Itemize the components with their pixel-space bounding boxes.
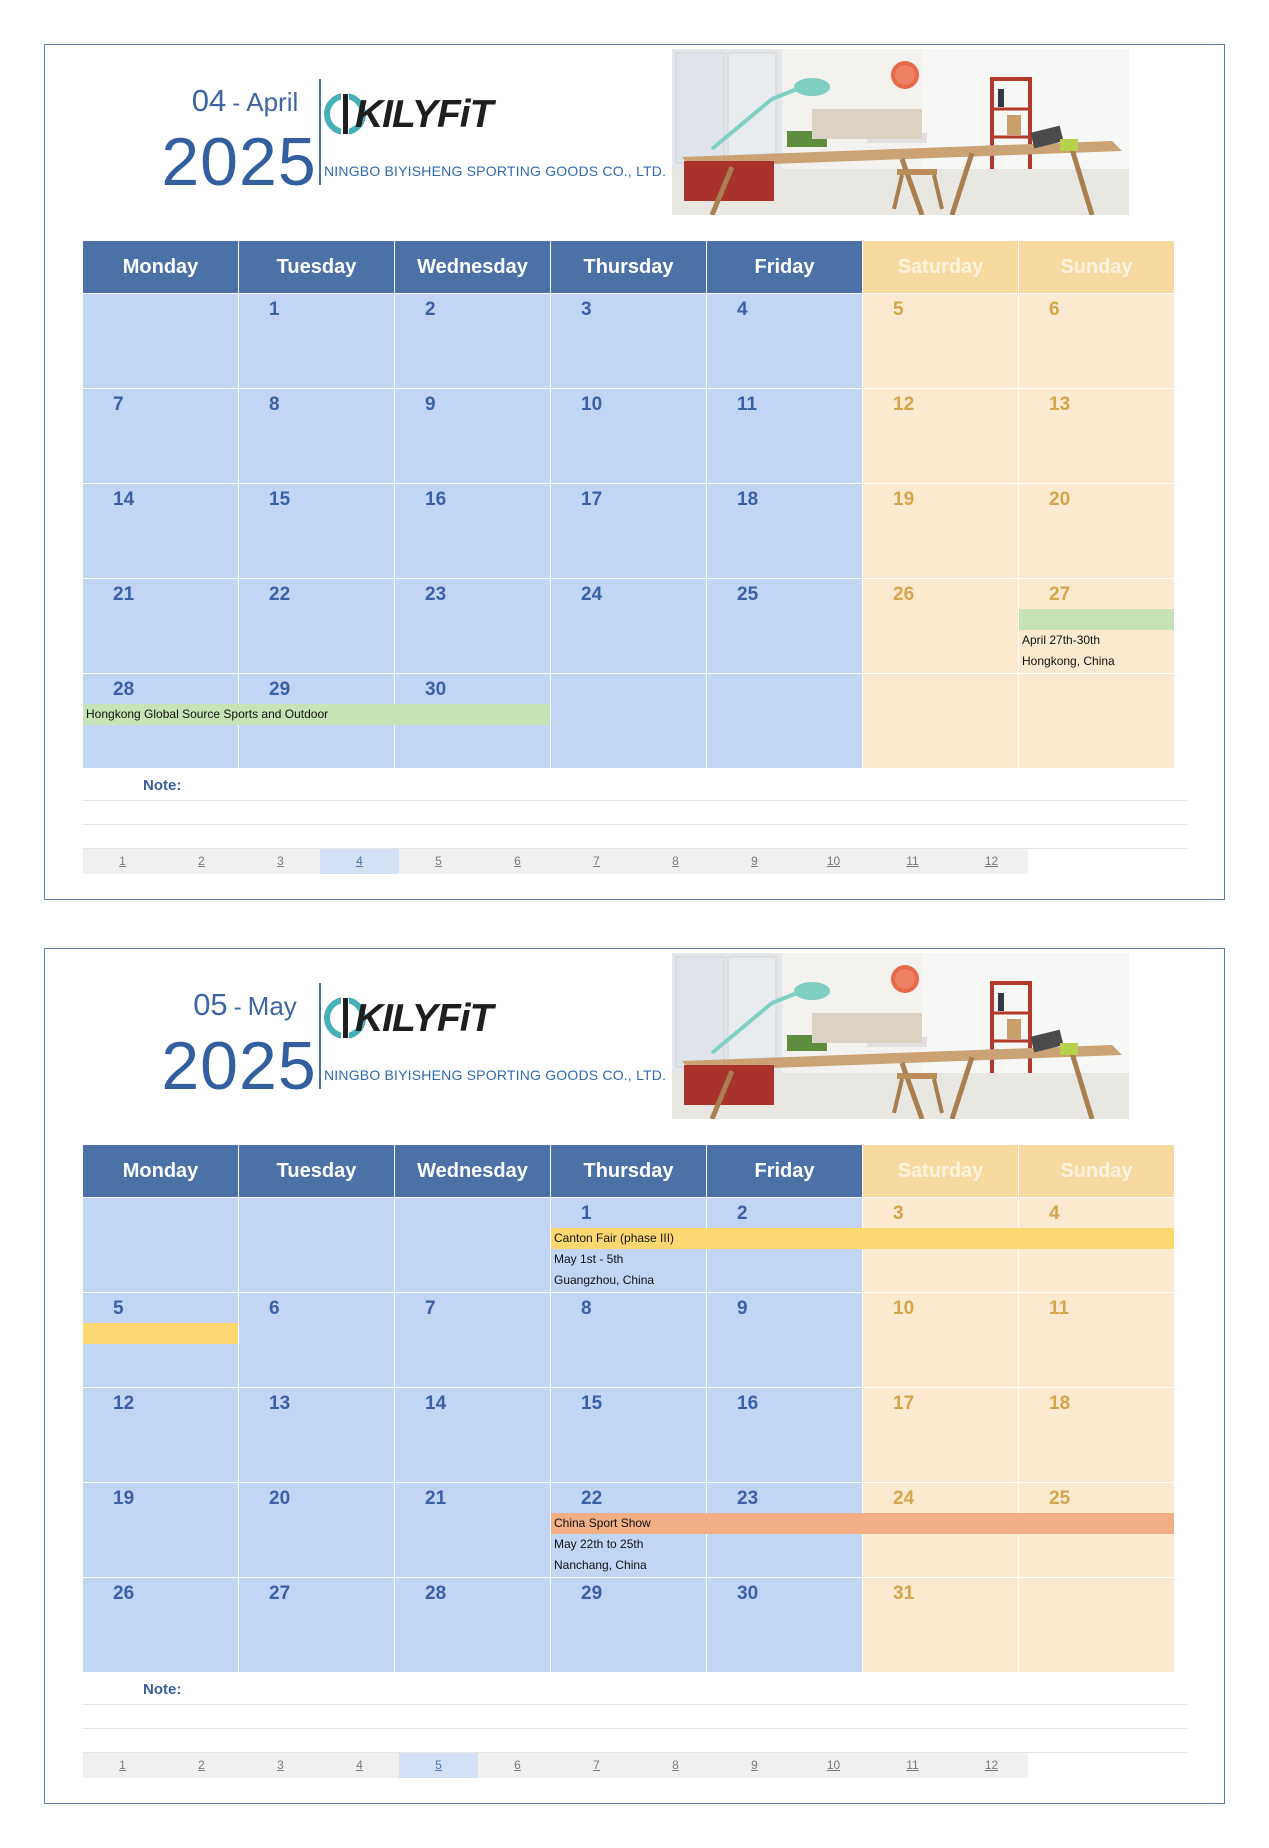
day-number: 29 [581, 1583, 603, 1604]
event-bar[interactable]: Canton Fair (phase III) [551, 1228, 1174, 1249]
day-number: 25 [737, 584, 759, 605]
day-number: 7 [113, 394, 124, 415]
weekday-header-friday: Friday [707, 1145, 862, 1197]
day-cell[interactable] [239, 579, 394, 673]
month-link-6[interactable]: 6 [514, 1758, 521, 1772]
day-number: 15 [269, 489, 291, 510]
day-number: 1 [269, 299, 280, 320]
day-cell[interactable] [863, 579, 1018, 673]
day-cell[interactable] [83, 1198, 238, 1292]
day-cell[interactable] [863, 1388, 1018, 1482]
event-detail: May 1st - 5th [554, 1252, 624, 1266]
day-cell[interactable] [83, 1483, 238, 1577]
day-number: 28 [113, 679, 135, 700]
day-number: 27 [1049, 584, 1071, 605]
month-heading [145, 83, 345, 119]
kilyfit-logo [323, 87, 503, 141]
day-cell[interactable] [83, 389, 238, 483]
day-cell[interactable] [707, 1388, 862, 1482]
day-cell[interactable] [239, 1578, 394, 1672]
day-number: 27 [269, 1583, 291, 1604]
day-cell[interactable] [83, 1578, 238, 1672]
day-number: 21 [113, 584, 135, 605]
day-number: 4 [1049, 1203, 1060, 1224]
header-photo [672, 49, 1129, 215]
event-detail: Hongkong, China [1022, 654, 1115, 668]
month-number: 05 [193, 987, 228, 1022]
day-number: 10 [581, 394, 603, 415]
event-detail: April 27th-30th [1022, 633, 1101, 647]
day-cell[interactable] [551, 1388, 706, 1482]
day-number: 9 [737, 1298, 748, 1319]
day-cell[interactable] [1019, 674, 1174, 768]
weekday-header-saturday: Saturday [863, 241, 1018, 293]
day-cell[interactable] [239, 484, 394, 578]
month-link-1[interactable]: 1 [119, 1758, 126, 1772]
day-cell[interactable] [395, 1578, 550, 1672]
day-number: 26 [893, 584, 915, 605]
month-link-4[interactable]: 4 [320, 849, 399, 874]
day-cell[interactable] [83, 294, 238, 388]
day-cell[interactable] [863, 294, 1018, 388]
office-desk-photo [672, 953, 1129, 1119]
day-cell[interactable] [395, 389, 550, 483]
day-number: 30 [425, 679, 447, 700]
day-number: 13 [1049, 394, 1071, 415]
month-heading [145, 987, 345, 1023]
day-cell[interactable] [551, 674, 706, 768]
day-number: 30 [737, 1583, 759, 1604]
day-cell[interactable] [707, 389, 862, 483]
event-detail: Guangzhou, China [554, 1273, 655, 1287]
month-link-2[interactable]: 2 [198, 1758, 205, 1772]
day-number: 28 [425, 1583, 447, 1604]
day-number: 17 [893, 1393, 915, 1414]
month-link-11[interactable]: 11 [906, 1758, 919, 1772]
day-cell[interactable] [395, 294, 550, 388]
day-number: 11 [737, 394, 758, 415]
day-number: 20 [1049, 489, 1071, 510]
day-number: 6 [1049, 299, 1060, 320]
weekday-header-tuesday: Tuesday [239, 241, 394, 293]
day-cell[interactable] [551, 484, 706, 578]
year-label: 2025 [161, 1028, 317, 1104]
month-link-7[interactable]: 7 [593, 1758, 600, 1772]
weekday-header-sunday: Sunday [1019, 1145, 1174, 1197]
logo-wordmark: KILYFiT [355, 93, 493, 136]
day-cell[interactable] [1019, 1578, 1174, 1672]
month-link-6[interactable]: 6 [514, 854, 521, 868]
day-number: 12 [113, 1393, 135, 1414]
month-link-3[interactable]: 3 [277, 1758, 284, 1772]
logo-divider [319, 983, 321, 1089]
day-cell[interactable] [83, 484, 238, 578]
day-cell[interactable] [707, 484, 862, 578]
day-cell[interactable] [1019, 484, 1174, 578]
day-cell[interactable] [395, 484, 550, 578]
day-cell[interactable] [707, 1293, 862, 1387]
day-number: 8 [269, 394, 280, 415]
day-cell[interactable] [551, 1578, 706, 1672]
day-number: 25 [1049, 1488, 1071, 1509]
header-photo [672, 953, 1129, 1119]
day-number: 1 [581, 1203, 592, 1224]
day-number: 6 [269, 1298, 280, 1319]
day-cell[interactable] [707, 1578, 862, 1672]
day-cell[interactable] [863, 1293, 1018, 1387]
day-number: 29 [269, 679, 291, 700]
day-number: 3 [893, 1203, 904, 1224]
day-cell[interactable] [707, 579, 862, 673]
month-name: May [247, 991, 297, 1021]
month-name: April [246, 87, 299, 117]
weekday-header-monday: Monday [83, 1145, 238, 1197]
month-link-3[interactable]: 3 [277, 854, 284, 868]
calendar-grid [83, 241, 1187, 769]
day-cell[interactable] [863, 389, 1018, 483]
day-number: 24 [893, 1488, 915, 1509]
day-number: 10 [893, 1298, 915, 1319]
logo-wordmark: KILYFiT [355, 997, 493, 1040]
day-cell[interactable] [1019, 294, 1174, 388]
day-number: 5 [893, 299, 904, 320]
day-cell[interactable] [1019, 389, 1174, 483]
company-name: NINGBO BIYISHENG SPORTING GOODS CO., LTD. [324, 163, 667, 179]
day-cell[interactable] [707, 674, 862, 768]
month-navigation [83, 1753, 1028, 1778]
day-number: 15 [581, 1393, 603, 1414]
weekday-header-friday: Friday [707, 241, 862, 293]
day-number: 16 [425, 489, 447, 510]
day-number: 21 [425, 1488, 447, 1509]
note-line [83, 824, 1187, 825]
day-number: 4 [737, 299, 748, 320]
day-number: 20 [269, 1488, 291, 1509]
month-link-10[interactable]: 10 [826, 854, 841, 868]
note-line [83, 1728, 1187, 1729]
day-cell[interactable] [239, 294, 394, 388]
day-cell[interactable] [551, 389, 706, 483]
day-number: 16 [737, 1393, 759, 1414]
event-detail: Nanchang, China [554, 1558, 647, 1572]
company-name: NINGBO BIYISHENG SPORTING GOODS CO., LTD. [324, 1067, 667, 1083]
day-number: 14 [425, 1393, 447, 1414]
day-cell[interactable] [395, 579, 550, 673]
day-cell[interactable] [239, 1293, 394, 1387]
month-link-12[interactable]: 12 [984, 1758, 999, 1772]
weekday-header-tuesday: Tuesday [239, 1145, 394, 1197]
weekday-header-monday: Monday [83, 241, 238, 293]
day-number: 22 [269, 584, 291, 605]
year-label: 2025 [161, 124, 317, 200]
day-number: 19 [893, 489, 915, 510]
day-cell[interactable] [551, 1293, 706, 1387]
day-cell[interactable] [863, 1578, 1018, 1672]
day-cell[interactable] [395, 1388, 550, 1482]
month-link-9[interactable]: 9 [751, 1758, 758, 1772]
day-number: 5 [113, 1298, 124, 1319]
month-link-12[interactable]: 12 [984, 854, 999, 868]
day-cell[interactable] [551, 579, 706, 673]
day-cell[interactable] [707, 294, 862, 388]
month-link-5[interactable]: 5 [435, 854, 442, 868]
day-number: 14 [113, 489, 135, 510]
day-cell[interactable] [83, 579, 238, 673]
logo-divider [319, 79, 321, 185]
day-number: 31 [893, 1583, 915, 1604]
month-link-2[interactable]: 2 [198, 854, 205, 868]
calendar-page-may [44, 948, 1225, 1804]
day-cell[interactable] [239, 1483, 394, 1577]
day-number: 23 [425, 584, 447, 605]
month-link-10[interactable]: 10 [826, 1758, 841, 1772]
note-label: Note: [143, 1681, 182, 1698]
month-separator: - [232, 90, 241, 117]
day-cell[interactable] [239, 1198, 394, 1292]
month-link-7[interactable]: 7 [593, 854, 600, 868]
month-link-8[interactable]: 8 [672, 854, 679, 868]
day-number: 26 [113, 1583, 135, 1604]
weekday-header-sunday: Sunday [1019, 241, 1174, 293]
month-link-8[interactable]: 8 [672, 1758, 679, 1772]
office-desk-photo [672, 49, 1129, 215]
day-number: 24 [581, 584, 603, 605]
month-link-11[interactable]: 11 [906, 854, 919, 868]
day-number: 13 [269, 1393, 291, 1414]
day-cell[interactable] [83, 1388, 238, 1482]
weekday-header-thursday: Thursday [551, 241, 706, 293]
event-bar[interactable] [83, 1323, 238, 1344]
month-link-5[interactable]: 5 [399, 1753, 478, 1778]
day-cell[interactable] [863, 674, 1018, 768]
day-cell[interactable] [551, 294, 706, 388]
day-number: 7 [425, 1298, 436, 1319]
note-line [83, 1704, 1187, 1705]
month-navigation [83, 849, 1028, 874]
event-bar[interactable]: China Sport Show [551, 1513, 1174, 1534]
day-cell[interactable] [239, 389, 394, 483]
weekday-header-thursday: Thursday [551, 1145, 706, 1197]
day-cell[interactable] [395, 1198, 550, 1292]
event-detail: May 22th to 25th [554, 1537, 644, 1551]
calendar-grid [83, 1145, 1187, 1673]
day-cell[interactable] [863, 484, 1018, 578]
day-number: 18 [1049, 1393, 1071, 1414]
month-link-1[interactable]: 1 [119, 854, 126, 868]
day-number: 19 [113, 1488, 135, 1509]
month-number: 04 [191, 83, 227, 118]
day-number: 12 [893, 394, 915, 415]
day-number: 3 [581, 299, 592, 320]
note-label: Note: [143, 777, 182, 794]
kilyfit-logo [323, 991, 503, 1045]
day-number: 11 [1049, 1298, 1070, 1319]
day-number: 23 [737, 1488, 759, 1509]
day-number: 17 [581, 489, 603, 510]
month-link-4[interactable]: 4 [356, 1758, 363, 1772]
day-number: 9 [425, 394, 436, 415]
day-number: 2 [737, 1203, 748, 1224]
month-link-9[interactable]: 9 [751, 854, 758, 868]
day-cell[interactable] [1019, 1293, 1174, 1387]
day-cell[interactable] [395, 1483, 550, 1577]
day-number: 8 [581, 1298, 592, 1319]
event-bar[interactable] [1019, 609, 1174, 630]
day-number: 2 [425, 299, 436, 320]
day-number: 22 [581, 1488, 603, 1509]
weekday-header-wednesday: Wednesday [395, 1145, 550, 1197]
weekday-header-saturday: Saturday [863, 1145, 1018, 1197]
month-separator: - [233, 994, 242, 1021]
day-cell[interactable] [1019, 1388, 1174, 1482]
calendar-page-april [44, 44, 1225, 900]
day-cell[interactable] [239, 1388, 394, 1482]
day-cell[interactable] [395, 1293, 550, 1387]
day-number: 18 [737, 489, 759, 510]
note-line [83, 800, 1187, 801]
event-bar[interactable]: Hongkong Global Source Sports and Outdoor [83, 704, 550, 725]
weekday-header-wednesday: Wednesday [395, 241, 550, 293]
